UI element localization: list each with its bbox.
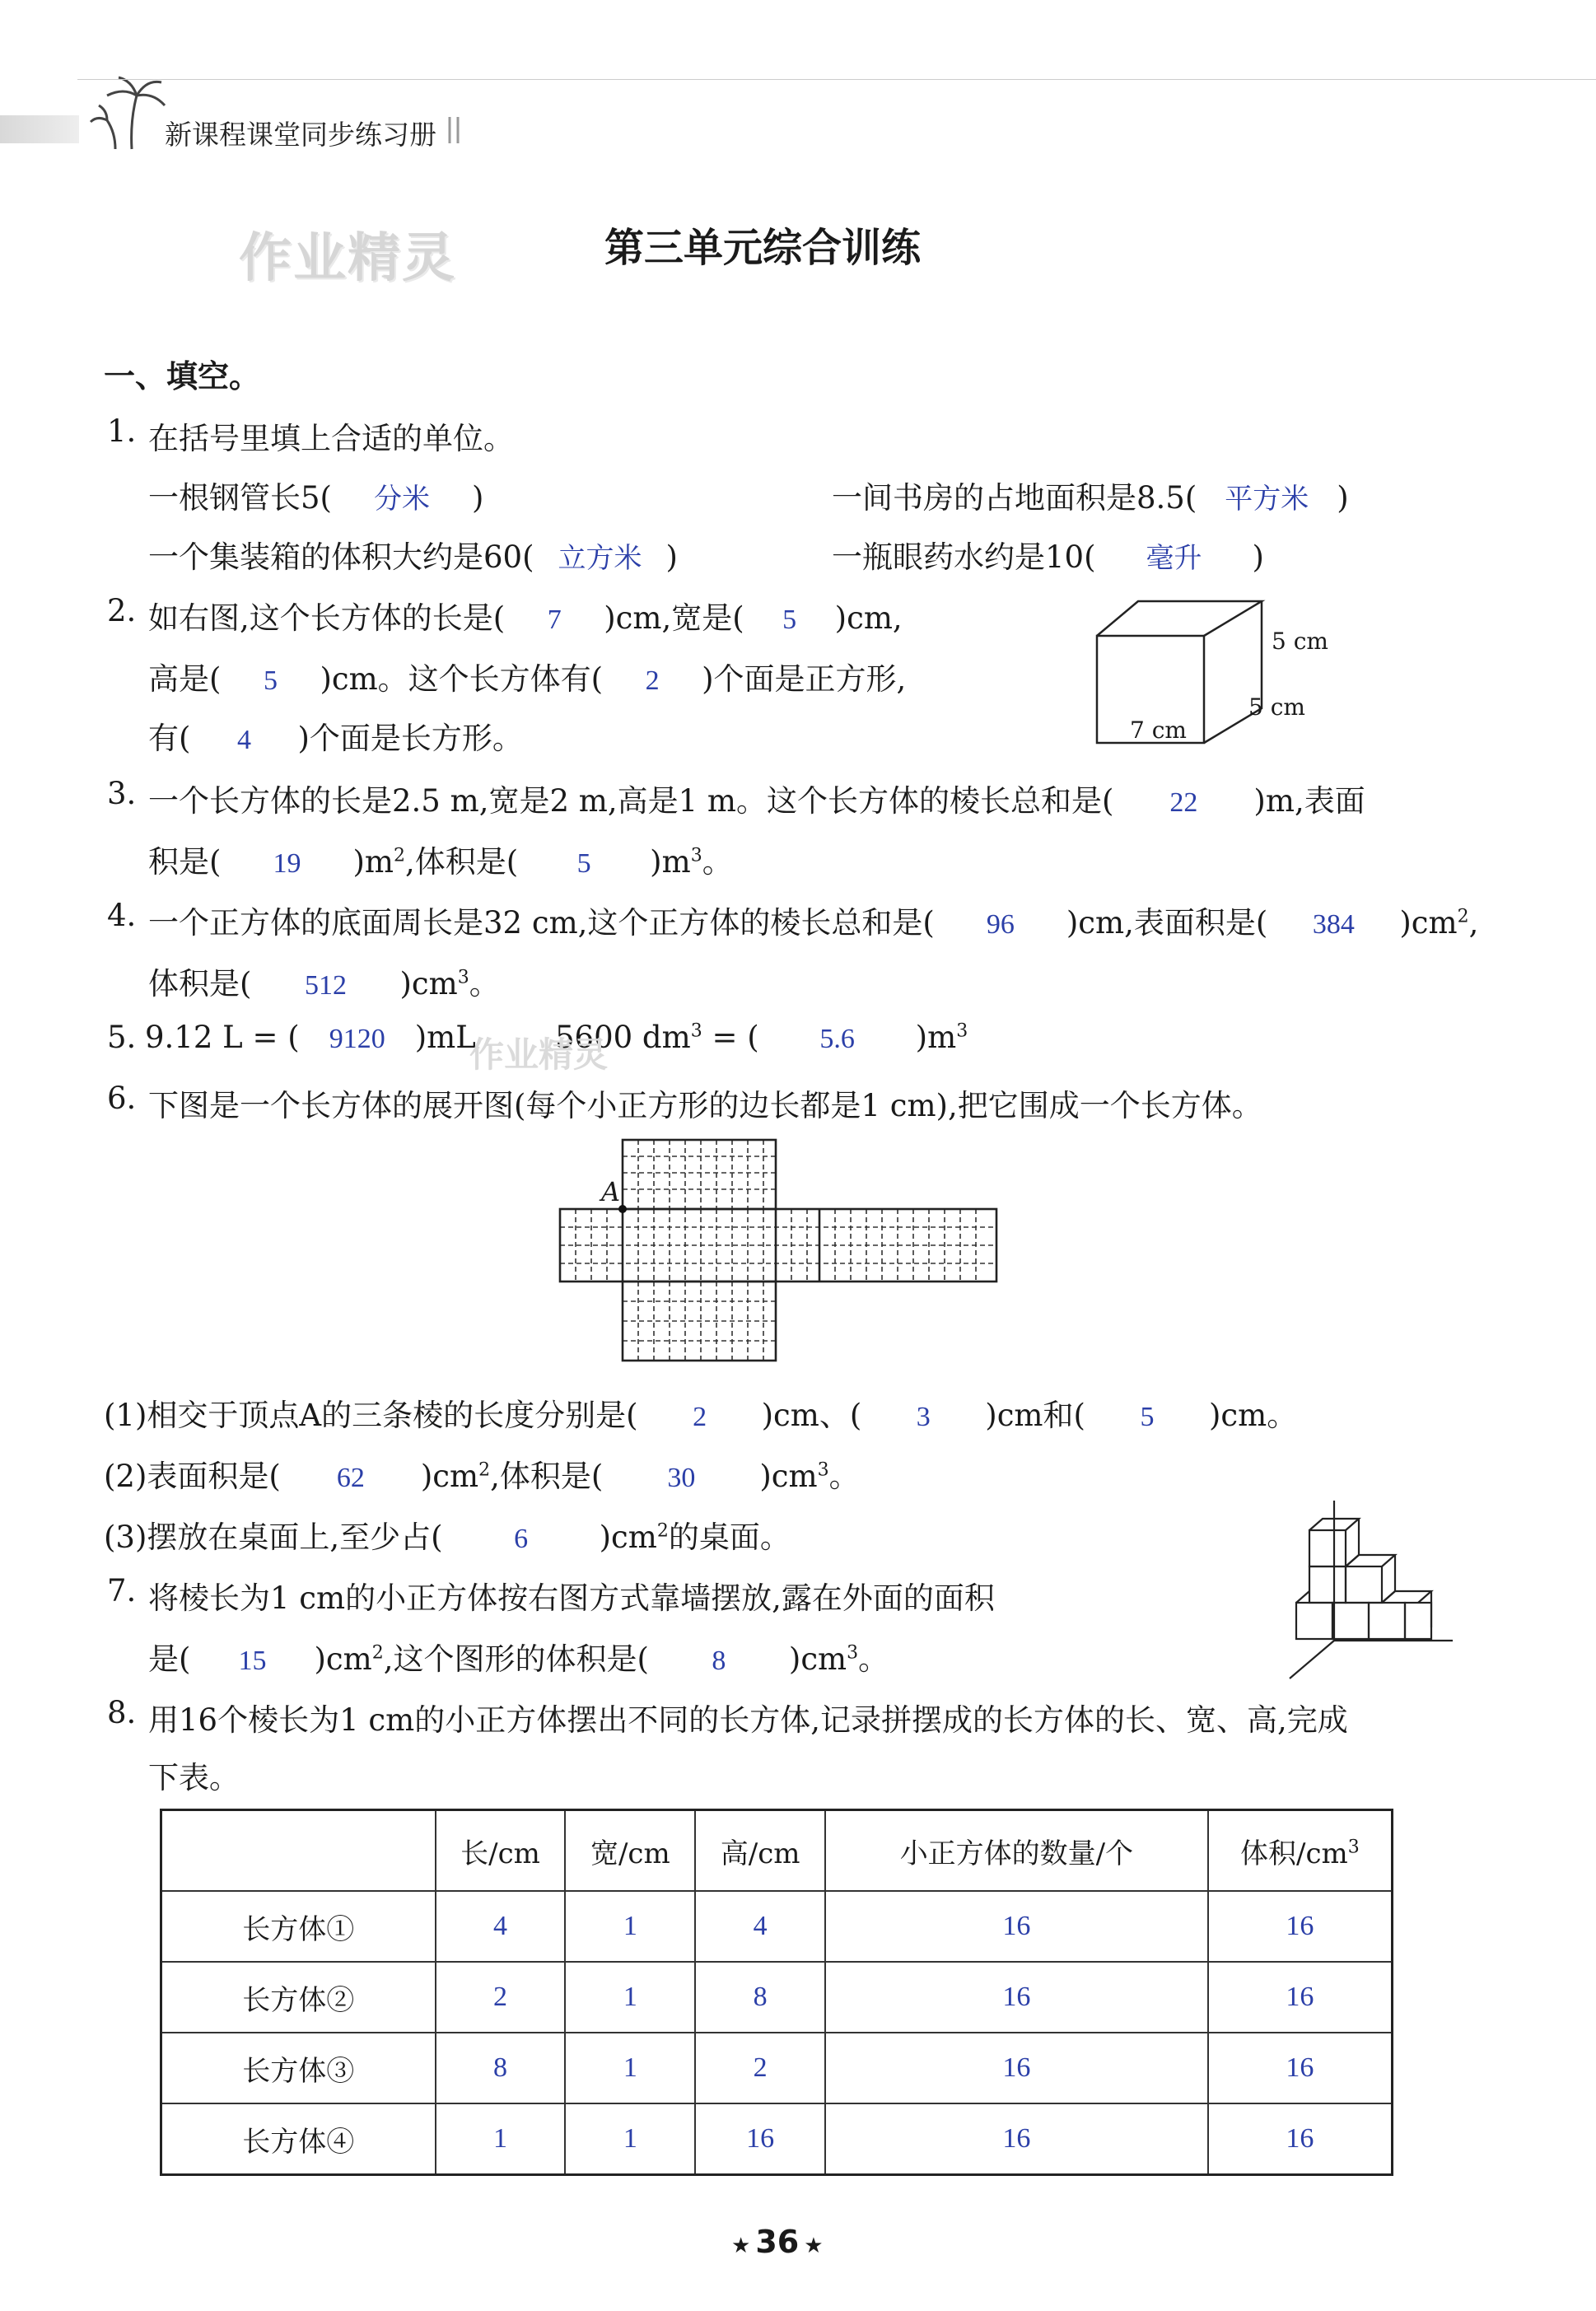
q7-l2c: ,这个图形的体积是( [383, 1641, 649, 1677]
watermark-small: 作业精灵 [469, 1034, 609, 1075]
q1b-answer: 平方米 [1225, 484, 1309, 515]
cell-length: 4 [436, 1891, 566, 1962]
q8-line1: 用16个棱长为1 cm的小正方体摆出不同的长方体,记录拼摆成的长方体的长、宽、高,完成 [148, 1702, 1348, 1738]
table-header-volume [1208, 1810, 1393, 1892]
q2-line2 [148, 654, 906, 698]
table-row [161, 2103, 1393, 2175]
q2-answer-length: 7 [547, 605, 562, 635]
q5-part-b [555, 1020, 968, 1055]
q7-l2a: 是( [148, 1641, 191, 1677]
q6-p2-sup2: 3 [817, 1459, 829, 1481]
q3-sup2: 3 [690, 845, 702, 866]
q3-sup: 2 [393, 845, 405, 866]
stacked-cubes-figure [1285, 1492, 1458, 1682]
cell-volume: 16 [1208, 1962, 1393, 2033]
q4-l2b: )cm [399, 966, 458, 1001]
row-label: 长方体② [161, 1962, 436, 2033]
q1a-answer: 分米 [373, 484, 430, 515]
q7-sup: 2 [371, 1642, 384, 1664]
table-header-cell [161, 1810, 436, 1892]
q8-line2: 下表。 [148, 1760, 240, 1795]
q6-p1c: )cm和( [985, 1398, 1085, 1433]
q2-l2b: )cm。这个长方体有( [320, 661, 604, 697]
cell-height: 2 [695, 2033, 825, 2103]
q3-answer-area: 19 [273, 848, 301, 879]
table-header-cell: 高/cm [695, 1810, 825, 1892]
q1d-close: ) [1252, 539, 1264, 575]
q1b-close: ) [1337, 480, 1349, 516]
q5a-post: )mL [414, 1020, 476, 1055]
cuboid-net-diagram [552, 1137, 1005, 1375]
q5a-pre: 9.12 L = ( [145, 1020, 300, 1055]
q8-number: 8. [107, 1695, 137, 1730]
table-header-cell: 长/cm [436, 1810, 566, 1892]
q1-item-d [832, 532, 1264, 577]
q4-answer-volume: 512 [304, 970, 347, 1001]
header-divider-icon [445, 115, 469, 145]
q1c-close: ) [665, 539, 678, 575]
q2-answer-square: 2 [645, 665, 660, 696]
q6-p2d: )cm [759, 1459, 818, 1494]
q1-stem: 在括号里填上合适的单位。 [148, 421, 514, 456]
q2-l3b: )个面是长方形。 [297, 721, 523, 756]
cell-height: 4 [695, 1891, 825, 1962]
q1-item-c [148, 532, 678, 577]
q7-line2 [148, 1634, 889, 1678]
cell-width: 1 [565, 2033, 695, 2103]
q2-l3a: 有( [148, 721, 191, 756]
q7-number: 7. [107, 1573, 137, 1608]
cell-length: 8 [436, 2033, 566, 2103]
q3-number: 3. [107, 776, 137, 811]
q1d-answer: 毫升 [1146, 544, 1202, 574]
q1d-text: 一瓶眼药水约是10( [832, 539, 1096, 575]
q3-line1 [148, 776, 1365, 820]
cell-height: 16 [695, 2103, 825, 2175]
q2-answer-height: 5 [263, 665, 278, 696]
row-label: 长方体④ [161, 2103, 436, 2175]
vertex-a-label: A [601, 1176, 621, 1207]
q4-l1c: )cm [1399, 905, 1458, 941]
page-title: 第三单元综合训练 [604, 225, 922, 271]
q6-p3-sup: 2 [656, 1520, 669, 1542]
q6-p3b: )cm [599, 1520, 657, 1555]
q2-answer-width: 5 [782, 605, 797, 635]
q3-l2b: )m [352, 844, 394, 880]
q1a-close: ) [471, 480, 484, 516]
q1-item-a [148, 473, 483, 517]
q4-answer-edges: 96 [986, 909, 1015, 940]
q1-item-b [832, 473, 1349, 517]
q4-line1 [148, 898, 1478, 942]
q4-sup2: 3 [457, 967, 469, 988]
q5a-answer: 9120 [329, 1024, 385, 1054]
table-header-cell: 宽/cm [565, 1810, 695, 1892]
cell-count: 16 [825, 1962, 1208, 2033]
q4-sup: 2 [1457, 906, 1469, 927]
q5b-pre: 5600 dm [555, 1020, 691, 1055]
q5-number: 5. [107, 1020, 137, 1055]
q6-part2 [104, 1451, 860, 1496]
cell-count: 16 [825, 1891, 1208, 1962]
cell-volume: 16 [1208, 2103, 1393, 2175]
watermark: 作业精灵 [239, 228, 456, 289]
q6-p1d: )cm。 [1208, 1398, 1298, 1433]
cuboid-length-label: 7 cm [1130, 717, 1187, 744]
star-icon: ★ [731, 2234, 751, 2258]
cell-width: 1 [565, 2103, 695, 2175]
q6-p1-answer1: 2 [693, 1402, 707, 1432]
q4-l1d: , [1468, 905, 1479, 941]
q6-p1b: )cm、( [761, 1398, 862, 1433]
q4-number: 4. [107, 898, 137, 933]
table-row [161, 1891, 1393, 1962]
q6-p2c: ,体积是( [490, 1459, 604, 1494]
q4-l2c: 。 [469, 966, 500, 1001]
q3-line2 [148, 837, 733, 881]
q6-p2e: 。 [828, 1459, 860, 1494]
q5b-mid: = ( [702, 1020, 759, 1055]
q3-answer-edges: 22 [1169, 787, 1198, 818]
q6-part3 [104, 1512, 791, 1557]
q7-line1: 将棱长为1 cm的小正方体按右图方式靠墙摆放,露在外面的面积 [148, 1580, 995, 1616]
header-band [0, 115, 79, 143]
q7-l2d: )cm [788, 1641, 847, 1677]
q5b-sup2: 3 [956, 1020, 968, 1042]
q7-answer-area: 15 [238, 1646, 267, 1676]
q1c-answer: 立方米 [558, 544, 642, 574]
cell-count: 16 [825, 2103, 1208, 2175]
q3-l2a: 积是( [148, 844, 222, 880]
q6-p1a: (1)相交于顶点A的三条棱的长度分别是( [104, 1398, 638, 1433]
q4-l1a: 一个正方体的底面周长是32 cm,这个正方体的棱长总和是( [148, 905, 935, 941]
volume-header-sup: 3 [1347, 1837, 1360, 1858]
q2-l2a: 高是( [148, 661, 222, 697]
q2-line1 [148, 593, 903, 637]
cuboid-height-label: 5 cm [1272, 628, 1328, 655]
cell-width: 1 [565, 1891, 695, 1962]
q3-answer-volume: 5 [576, 848, 591, 879]
q1a-text: 一根钢管长5( [148, 480, 332, 516]
cell-height: 8 [695, 1962, 825, 2033]
q2-l1c: )cm, [834, 600, 903, 636]
palm-tree-icon [82, 71, 173, 153]
table-header-row [161, 1810, 1393, 1892]
q3-l1a: 一个长方体的长是2.5 m,宽是2 m,高是1 m。这个长方体的棱长总和是( [148, 783, 1114, 819]
q2-l1a: 如右图,这个长方体的长是( [148, 600, 506, 636]
q6-p1-answer3: 5 [1140, 1402, 1155, 1432]
q5b-answer: 5.6 [819, 1024, 855, 1054]
q6-p2-answer2: 30 [667, 1463, 696, 1493]
star-icon: ★ [804, 2234, 824, 2258]
cell-length: 1 [436, 2103, 566, 2175]
q6-part1 [104, 1390, 1297, 1435]
q4-l2a: 体积是( [148, 966, 252, 1001]
volume-header-text: 体积/cm [1240, 1837, 1348, 1870]
section-heading: 一、填空。 [104, 358, 261, 395]
q2-number: 2. [107, 593, 137, 628]
table-row [161, 1962, 1393, 2033]
q6-p3c: 的桌面。 [668, 1520, 791, 1555]
q1c-text: 一个集装箱的体积大约是60( [148, 539, 534, 575]
q6-stem: 下图是一个长方体的展开图(每个小正方形的边长都是1 cm),把它围成一个长方体。 [148, 1088, 1262, 1123]
q3-l1b: )m,表面 [1253, 783, 1365, 819]
q4-answer-area: 384 [1312, 909, 1355, 940]
q5b-post: )m [915, 1020, 957, 1055]
q3-l2d: )m [650, 844, 691, 880]
cell-length: 2 [436, 1962, 566, 2033]
row-label: 长方体① [161, 1891, 436, 1962]
row-label: 长方体③ [161, 2033, 436, 2103]
q6-p2-answer1: 62 [336, 1463, 365, 1493]
q1-number: 1. [107, 413, 137, 449]
book-title: 新课程课堂同步练习册 [165, 119, 436, 151]
table-header-cell: 小正方体的数量/个 [825, 1810, 1208, 1892]
q5b-sup: 3 [690, 1020, 702, 1042]
q6-p1-answer2: 3 [916, 1402, 931, 1432]
q2-l1b: )cm,宽是( [604, 600, 744, 636]
q2-l2c: )个面是正方形, [702, 661, 907, 697]
cell-volume: 16 [1208, 2033, 1393, 2103]
q6-p3a: (3)摆放在桌面上,至少占( [104, 1520, 443, 1555]
q3-l2e: 。 [702, 844, 733, 880]
q2-line3 [148, 713, 523, 758]
q7-sup2: 3 [847, 1642, 859, 1664]
cuboid-table [160, 1809, 1393, 2176]
q6-number: 6. [107, 1081, 137, 1116]
cell-count: 16 [825, 2033, 1208, 2103]
cuboid-width-label: 5 cm [1248, 693, 1305, 721]
q6-p2a: (2)表面积是( [104, 1459, 281, 1494]
q7-l2e: 。 [858, 1641, 889, 1677]
table-row [161, 2033, 1393, 2103]
q4-l1b: )cm,表面积是( [1066, 905, 1268, 941]
cell-volume: 16 [1208, 1891, 1393, 1962]
page-number: 36 [755, 2224, 800, 2260]
q1b-text: 一间书房的占地面积是8.5( [832, 480, 1197, 516]
cell-width: 1 [565, 1962, 695, 2033]
page-number-block [731, 2224, 824, 2260]
q7-answer-volume: 8 [712, 1646, 726, 1676]
header-rule [77, 79, 1596, 80]
q2-answer-rect: 4 [236, 725, 251, 755]
q7-l2b: )cm [314, 1641, 372, 1677]
q6-p2b: )cm [420, 1459, 479, 1494]
q6-p3-answer: 6 [514, 1524, 529, 1554]
q6-p2-sup: 2 [478, 1459, 491, 1481]
q3-l2c: ,体积是( [404, 844, 519, 880]
q4-line2 [148, 959, 500, 1003]
q5-part-a [145, 1020, 476, 1055]
